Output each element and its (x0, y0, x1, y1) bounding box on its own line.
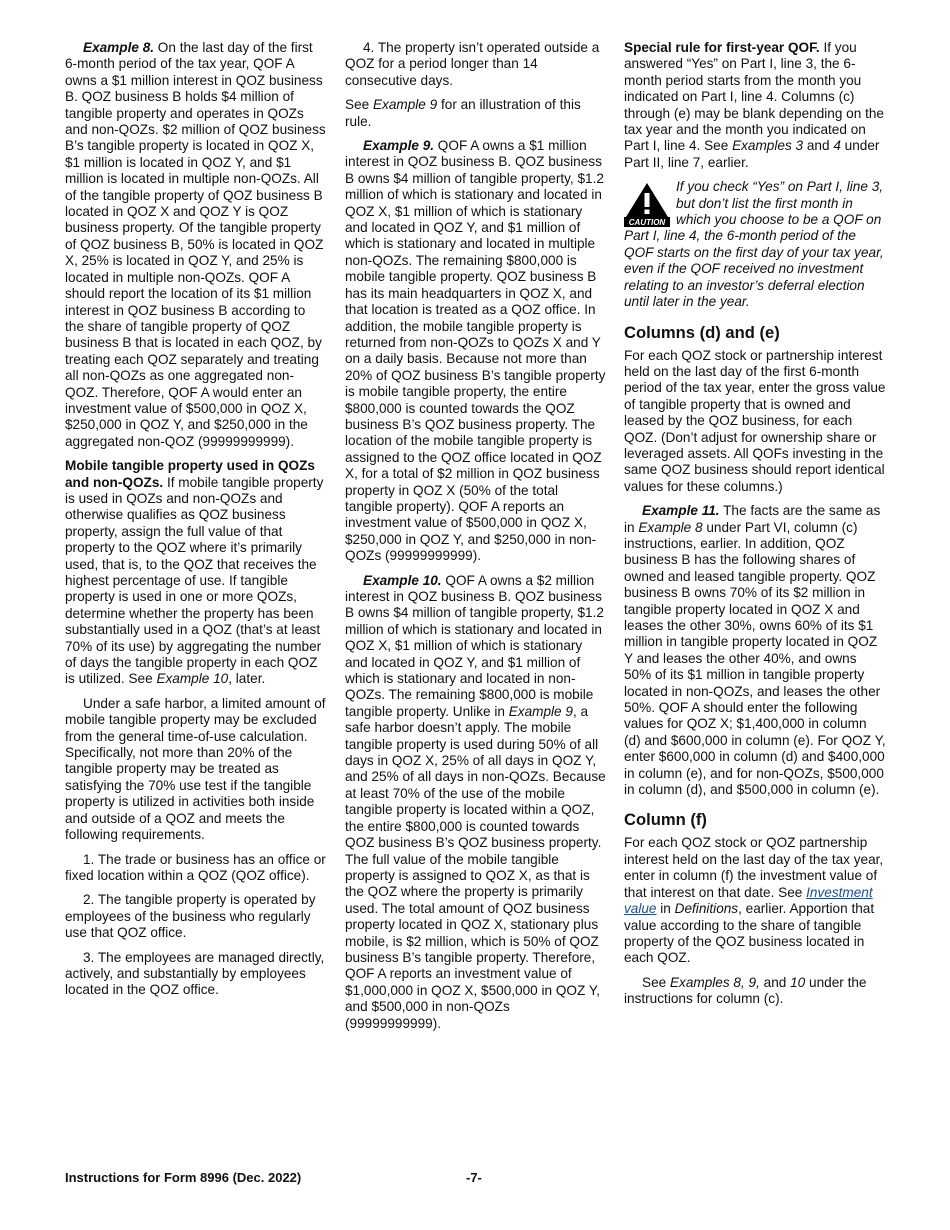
example-10-label: Example 10. (363, 572, 442, 588)
safe-harbor-paragraph: Under a safe harbor, a limited amount of mobile tangible property may be excluded from the general time-of-use calculation. Specifically, not more than 20% of the tangible property may be treated as satisfying the 70% use test if the tangible property is utilized in activities both inside and outside of a QOZ and meets the following requirements. (65, 695, 326, 843)
see-examples-pre: See (642, 974, 670, 990)
special-rule-ref-2: 4 (833, 138, 841, 154)
see-ref: Example 9 (372, 97, 438, 113)
example-8-text: On the last day of the first 6-month period of the tax year, QOF A owns a $1 million interest in QOZ business B. QOZ business B holds $4 million of tangible property and operates in QOZs and non-QOZs. $2 million of QOZ business B’s tangible property is located in QOZ X, $1 million is located in QOZ Y, and $1 million is located in multiple non-QOZs. All of the tangible property of QOZ business B located in QOZ X and QOZ Y is QOZ business property. Of the tangible property of QOZ business B, 50% is located in QOZ X, 25% is located in QOZ Y, and 25% is located in multiple non-QOZs. QOF A should report the location of its $1 million interest in QOZ business B according to the share of tangible property of QOZ business B that is located in each QOZ, by treating each QOZ separately and treating all non-QOZs as one aggregated non-QOZ. Therefore, QOF A would enter an investment value of $500,000 in QOZ X, $250,000 in QOZ Y, and $250,000 in the aggregated non-QOZ (99999999999). (65, 40, 326, 449)
mobile-property-end: , later. (228, 671, 266, 687)
see-post: for an illustration of this rule. (345, 97, 581, 129)
mobile-property-label: Mobile tangible property used in QOZs and non-QOZs. (65, 458, 315, 490)
special-rule-text-a: If you answered “Yes” on Part I, line 3, the 6-month period starts from the month you indicated on Part I, line 4. Columns (c) through (e) may be blank depending on the tax year and the month you indicated on Part I, line 4. See (624, 40, 884, 154)
see-examples-refs: Examples 8, 9, (669, 974, 760, 990)
example-10-text-a: QOF A owns a $2 million interest in QOZ business B. QOZ business B owns $4 million of tangible property, $1.2 million of which is stationary and located in QOZ X, $1 million of which is stationary and located in QOZ Y, and $1 million of which is stationary and located in non-QOZs. The remaining $800,000 is mobile tangible property. Unlike in (345, 572, 604, 719)
caution-text: If you check “Yes” on Part I, line 3, but don’t list the first month in which you choose to be a QOF on Part I, line 4, the 6-month period of the QOF starts on the first day of your tax year, even if the QOF received no investment relating to an investor’s deferral election until later in the year. (624, 179, 884, 310)
special-rule-and: and (803, 138, 834, 154)
example-11-text: under Part VI, column (c) instructions, earlier. In addition, QOZ business B has the following shares of owned and leased tangible property. QOZ business B owns 70% of its $2 million in tangible property located in QOZ X and leases the other 30%, owns 60% of its $1 million in tangible property located in QOZ Y and leases the other 40%, and owns 50% of its $1 million in tangible property located in non-QOZs, and leases the other 50%. QOF A should enter the following values for QOZ X; $1,400,000 in column (d) and $600,000 in column (e). For QOZ Y, enter $600,000 in column (d) and $400,000 in column (e), and for non-QOZs, $500,000 in column (d), and $500,000 in column (e). (624, 519, 886, 798)
columns-d-e-text: For each QOZ stock or partnership interest held on the last day of the first 6-month period of the tax year, enter the gross value of tangible property that is owned and leased by the QOZ business, for each QOZ. (Don’t adjust for ownership share or leveraged assets. All QOFs investing in the same QOZ business should report identical values for these columns.) (624, 347, 886, 494)
example-11 (624, 503, 886, 798)
column-3 (624, 40, 886, 1016)
requirement-1: 1. The trade or business has an office or fixed location within a QOZ (QOZ office). (65, 851, 326, 883)
see-examples-post: under the instructions for column (c). (624, 974, 867, 1007)
requirement-4: 4. The property isn’t operated outside a QOZ for a period longer than 14 consecutive days. (345, 40, 600, 88)
special-rule-ref-1: Examples 3 (732, 138, 804, 154)
column-f-mid: in (656, 901, 675, 917)
example-11-pre: The facts are the same as in (624, 503, 881, 535)
example-11-label: Example 11. (642, 503, 720, 519)
see-pre: See (345, 97, 373, 113)
example-8-label: Example 8. (83, 40, 155, 55)
requirement-2: 2. The tangible property is operated by employees of the business who regularly use that QOZ office. (65, 892, 316, 941)
example-9-text: QOF A owns a $1 million interest in QOZ business B. QOZ business B owns $4 million of tangible property, $1.2 million of which is stationary and located in QOZ X, $1 million of which is stationary and located in QOZ Y, and $1 million of which is stationary and located in multiple non-QOZs. The remaining $800,000 is mobile tangible property. QOZ business B has its main headquarters in QOZ X, and that location is treated as a QOZ office. In addition, the mobile tangible property is returned from non-QOZs to QOZs X and Y on a daily basis. Because not more than 20% of QOZ business B’s tangible property is mobile tangible property, the entire $800,000 is counted towards the QOZ business B’s QOZ business property. The location of the mobile tangible property is assigned to the QOZ office located in QOZ X, for a total of $2 million in QOZ business property in QOZ X (50% of the total tangible property). QOF A reports an investment value of $500,000 in QOZ X, $250,000 in QOZ Y, and $250,000 in non-QOZs (99999999999). (345, 138, 606, 564)
footer-page-number: -7- (466, 1170, 482, 1185)
column-1 (65, 40, 327, 1007)
column-f-text (624, 835, 886, 966)
caution-word: CAUTION (628, 218, 666, 228)
caution-note (624, 179, 886, 310)
see-examples-and: and (759, 974, 791, 990)
definitions-ref: Definitions (674, 901, 739, 917)
example-10-text-b: , a safe harbor doesn’t apply. The mobile tangible property is used during 50% of all days in QOZ X, 25% of all days in QOZ Y, and 25% of all days in non-QOZs. Because at least 70% of the use of the mobile tangible property is located within a QOZ, the entire $800,000 is counted towards QOZ business B’s QOZ business property. The full value of the mobile tangible property is assigned to QOZ X, as that is the QOZ where the property is primarily used. The total amount of QOZ business property located in QOZ X, stationary plus mobile, is $2 million, which is 50% of QOZ business B’s tangible property. Therefore, QOF A reports an investment value of $1,000,000 in QOZ X, $500,000 in QOZ Y, and $500,000 in non-QOZs (99999999999). (345, 703, 606, 1031)
example-9-label: Example 9. (363, 138, 435, 154)
example-10-ref: Example 9 (508, 703, 573, 719)
column-2 (345, 40, 607, 1040)
example-10 (345, 573, 607, 1032)
mobile-property-paragraph (65, 458, 327, 688)
special-rule-paragraph (624, 40, 886, 171)
see-examples-ref-10: 10 (790, 974, 806, 990)
example-11-ref: Example 8 (638, 519, 703, 535)
investment-value-link[interactable]: Investment value (624, 884, 873, 917)
mobile-property-ref: Example 10 (156, 671, 229, 687)
requirement-3: 3. The employees are managed directly, actively, and substantially by employees located in the QOZ office. (65, 949, 325, 998)
see-examples-paragraph (624, 975, 886, 1008)
example-8 (65, 40, 327, 450)
mobile-property-text: If mobile tangible property is used in QOZs and non-QOZs and otherwise qualifies as QOZ business property, assign the full value of that property to the QOZ where it’s primarily used, that is, to the QOZ that receives the highest percentage of use. If tangible property is used in one or more QOZs, determine whether the property has been substantially used in a QOZ (that’s at least 70% of its use) by aggregating the number of days the tangible property in each QOZ is utilized. See (65, 474, 324, 687)
column-f-post: , earlier. Apportion that value according to the share of tangible property of the QOZ business located in each QOZ. (624, 901, 875, 966)
see-example-9 (345, 97, 607, 130)
footer-form-title: Instructions for Form 8996 (Dec. 2022) (65, 1170, 302, 1185)
column-f-pre: For each QOZ stock or QOZ partnership interest held on the last day of the tax year, enter in column (f) the investment value of that interest on that date. See (624, 835, 884, 900)
special-rule-label: Special rule for first-year QOF. (624, 40, 820, 55)
caution-icon (624, 181, 670, 227)
special-rule-text-b: under Part II, line 7, earlier. (624, 138, 880, 170)
column-f-heading: Column (f) (624, 810, 707, 830)
columns-d-e-heading: Columns (d) and (e) (624, 322, 780, 342)
example-9 (345, 138, 607, 565)
